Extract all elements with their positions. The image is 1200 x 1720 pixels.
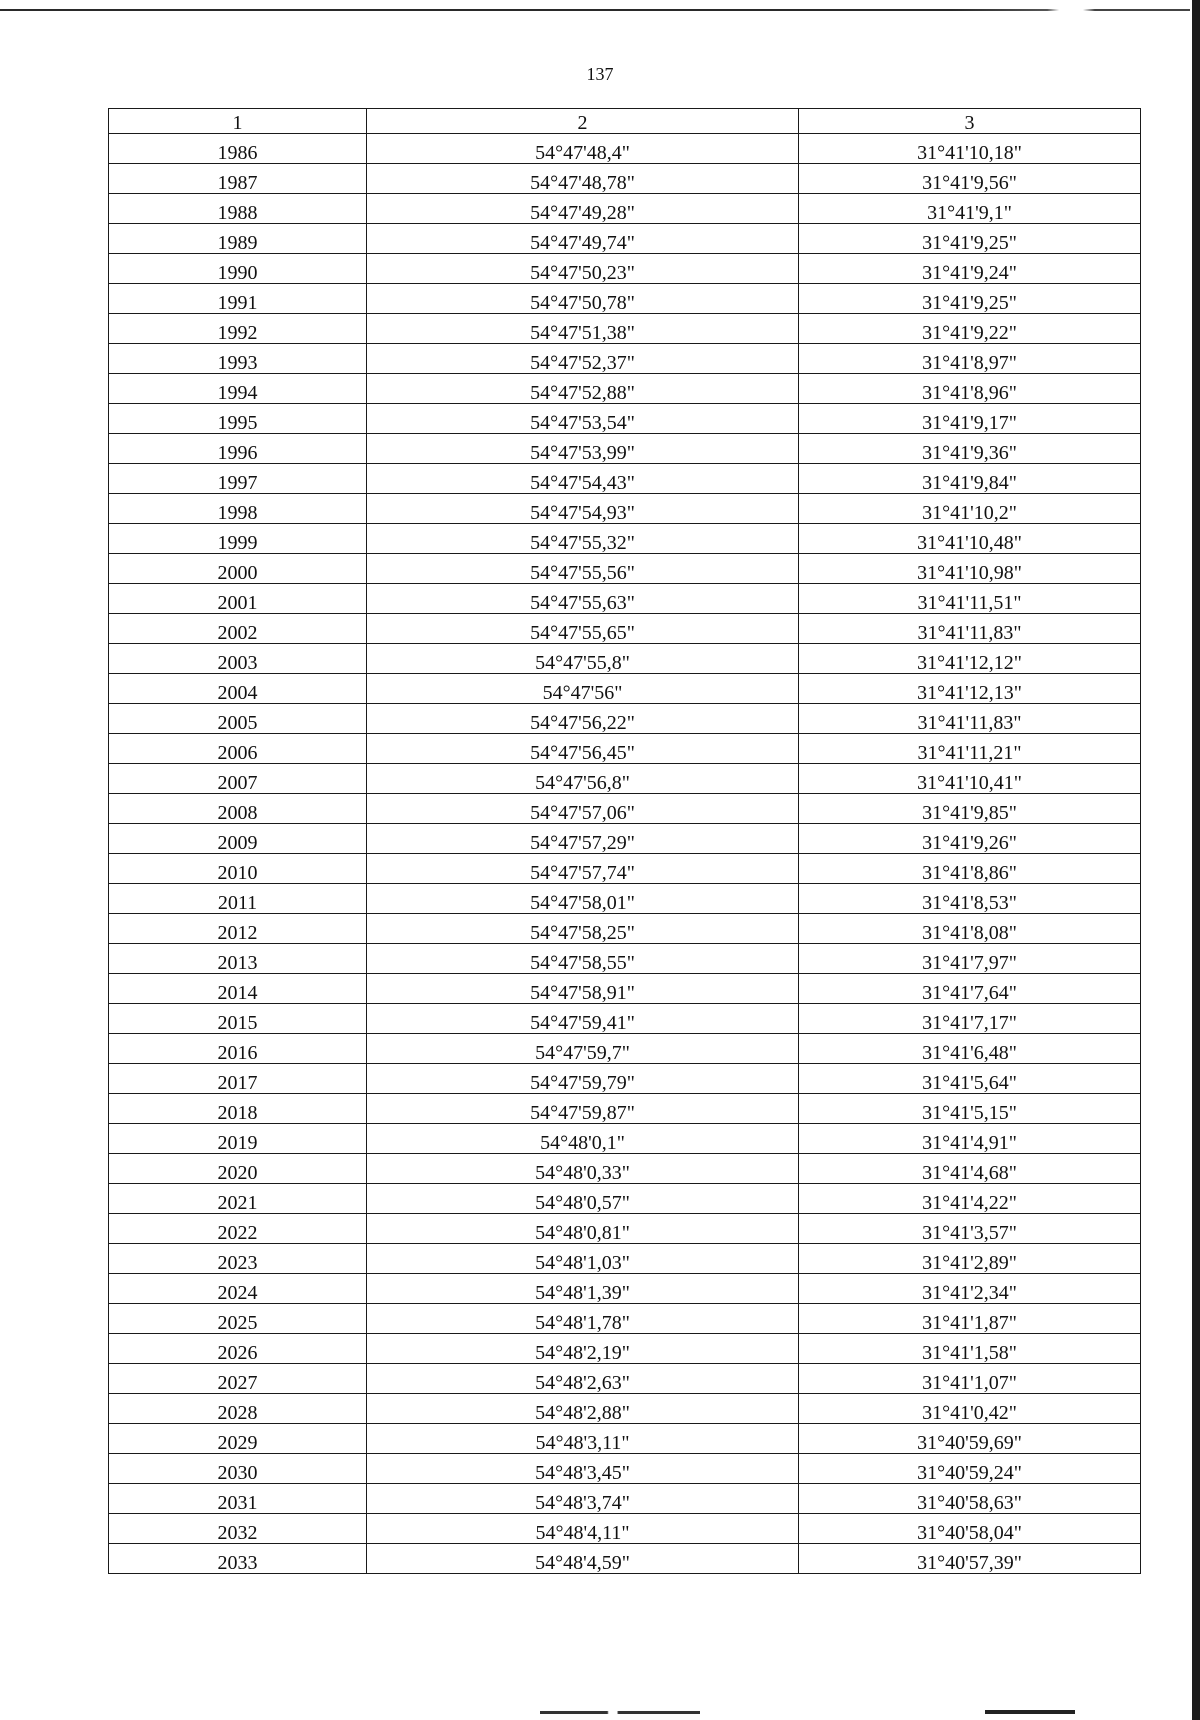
table-row (109, 1514, 1141, 1544)
cell-longitude: 31°40'59,24" (799, 1454, 1141, 1484)
table-row (109, 1244, 1141, 1274)
cell-latitude: 54°48'4,59" (367, 1544, 799, 1574)
table-row (109, 1034, 1141, 1064)
cell-number: 2010 (109, 854, 367, 884)
cell-latitude: 54°47'55,56" (367, 554, 799, 584)
cell-longitude: 31°41'5,15" (799, 1094, 1141, 1124)
table-row (109, 554, 1141, 584)
table-row (109, 314, 1141, 344)
table-body (109, 134, 1141, 1574)
cell-number: 1999 (109, 524, 367, 554)
table-row (109, 1394, 1141, 1424)
cell-latitude: 54°48'0,81" (367, 1214, 799, 1244)
cell-latitude: 54°47'57,74" (367, 854, 799, 884)
cell-number: 2015 (109, 1004, 367, 1034)
cell-latitude: 54°47'56,45" (367, 734, 799, 764)
table-row (109, 584, 1141, 614)
cell-latitude: 54°48'2,63" (367, 1364, 799, 1394)
cell-latitude: 54°47'54,93" (367, 494, 799, 524)
table-row (109, 1454, 1141, 1484)
cell-longitude: 31°41'11,83" (799, 614, 1141, 644)
table-row (109, 1424, 1141, 1454)
cell-longitude: 31°41'9,24" (799, 254, 1141, 284)
table-row (109, 464, 1141, 494)
cell-number: 2008 (109, 794, 367, 824)
cell-number: 1996 (109, 434, 367, 464)
cell-longitude: 31°41'8,97" (799, 344, 1141, 374)
table-row (109, 434, 1141, 464)
cell-number: 1997 (109, 464, 367, 494)
cell-longitude: 31°41'10,48" (799, 524, 1141, 554)
cell-longitude: 31°41'2,89" (799, 1244, 1141, 1274)
cell-longitude: 31°41'4,22" (799, 1184, 1141, 1214)
cell-longitude: 31°41'11,51" (799, 584, 1141, 614)
cell-longitude: 31°41'10,41" (799, 764, 1141, 794)
table-row (109, 404, 1141, 434)
table-row (109, 704, 1141, 734)
cell-longitude: 31°41'7,97" (799, 944, 1141, 974)
table-row (109, 1214, 1141, 1244)
table-row (109, 524, 1141, 554)
cell-number: 2009 (109, 824, 367, 854)
cell-latitude: 54°47'56,8" (367, 764, 799, 794)
cell-latitude: 54°47'59,87" (367, 1094, 799, 1124)
cell-number: 2003 (109, 644, 367, 674)
cell-latitude: 54°47'59,41" (367, 1004, 799, 1034)
cell-longitude: 31°41'1,87" (799, 1304, 1141, 1334)
cell-number: 2014 (109, 974, 367, 1004)
cell-number: 2028 (109, 1394, 367, 1424)
cell-latitude: 54°47'50,78" (367, 284, 799, 314)
cell-number: 2004 (109, 674, 367, 704)
cell-number: 1992 (109, 314, 367, 344)
table-row (109, 674, 1141, 704)
table-row (109, 644, 1141, 674)
cell-latitude: 54°47'48,4" (367, 134, 799, 164)
cell-number: 1987 (109, 164, 367, 194)
cell-number: 2025 (109, 1304, 367, 1334)
cell-number: 1988 (109, 194, 367, 224)
cell-latitude: 54°47'55,65" (367, 614, 799, 644)
cell-number: 1990 (109, 254, 367, 284)
table-row (109, 344, 1141, 374)
cell-longitude: 31°41'9,85" (799, 794, 1141, 824)
table-row (109, 1544, 1141, 1574)
cell-latitude: 54°47'55,63" (367, 584, 799, 614)
page-number: 137 (586, 64, 614, 84)
cell-longitude: 31°40'58,04" (799, 1514, 1141, 1544)
table-row (109, 1004, 1141, 1034)
cell-longitude: 31°41'9,26" (799, 824, 1141, 854)
cell-longitude: 31°41'1,07" (799, 1364, 1141, 1394)
table-row (109, 824, 1141, 854)
scan-top-border (0, 9, 1190, 11)
table-row (109, 224, 1141, 254)
cell-latitude: 54°47'59,7" (367, 1034, 799, 1064)
table-row (109, 944, 1141, 974)
cell-number: 2030 (109, 1454, 367, 1484)
cell-latitude: 54°47'53,99" (367, 434, 799, 464)
cell-number: 1995 (109, 404, 367, 434)
table-row (109, 1364, 1141, 1394)
table-row (109, 494, 1141, 524)
cell-number: 1989 (109, 224, 367, 254)
table-row (109, 134, 1141, 164)
table-row (109, 284, 1141, 314)
table-row (109, 1334, 1141, 1364)
cell-number: 2020 (109, 1154, 367, 1184)
cell-number: 2026 (109, 1334, 367, 1364)
table-row (109, 794, 1141, 824)
cell-number: 2012 (109, 914, 367, 944)
cell-longitude: 31°41'9,56" (799, 164, 1141, 194)
cell-number: 2032 (109, 1514, 367, 1544)
table-row (109, 1064, 1141, 1094)
cell-longitude: 31°40'59,69" (799, 1424, 1141, 1454)
cell-number: 1991 (109, 284, 367, 314)
cell-latitude: 54°48'2,19" (367, 1334, 799, 1364)
cell-latitude: 54°48'1,03" (367, 1244, 799, 1274)
cell-number: 2018 (109, 1094, 367, 1124)
cell-latitude: 54°47'54,43" (367, 464, 799, 494)
cell-latitude: 54°48'3,45" (367, 1454, 799, 1484)
table-header-row (109, 109, 1141, 134)
cell-number: 2016 (109, 1034, 367, 1064)
cell-latitude: 54°48'4,11" (367, 1514, 799, 1544)
cell-latitude: 54°47'49,74" (367, 224, 799, 254)
cell-latitude: 54°48'3,11" (367, 1424, 799, 1454)
cell-longitude: 31°41'9,84" (799, 464, 1141, 494)
cell-longitude: 31°41'8,08" (799, 914, 1141, 944)
cell-number: 2022 (109, 1214, 367, 1244)
cell-number: 1998 (109, 494, 367, 524)
cell-longitude: 31°41'7,64" (799, 974, 1141, 1004)
table-row (109, 734, 1141, 764)
cell-number: 2019 (109, 1124, 367, 1154)
scan-bottom-mark-right (985, 1710, 1075, 1714)
table-row (109, 884, 1141, 914)
cell-longitude: 31°41'12,12" (799, 644, 1141, 674)
cell-longitude: 31°41'11,21" (799, 734, 1141, 764)
cell-number: 2005 (109, 704, 367, 734)
cell-latitude: 54°47'57,06" (367, 794, 799, 824)
cell-latitude: 54°48'1,39" (367, 1274, 799, 1304)
cell-latitude: 54°47'56,22" (367, 704, 799, 734)
cell-longitude: 31°41'0,42" (799, 1394, 1141, 1424)
column-header-3: 3 (799, 109, 1141, 134)
cell-number: 2001 (109, 584, 367, 614)
cell-longitude: 31°41'8,53" (799, 884, 1141, 914)
cell-latitude: 54°47'59,79" (367, 1064, 799, 1094)
cell-number: 1986 (109, 134, 367, 164)
cell-longitude: 31°41'9,22" (799, 314, 1141, 344)
cell-latitude: 54°48'0,57" (367, 1184, 799, 1214)
cell-number: 2031 (109, 1484, 367, 1514)
cell-longitude: 31°40'58,63" (799, 1484, 1141, 1514)
cell-latitude: 54°47'58,01" (367, 884, 799, 914)
cell-number: 2007 (109, 764, 367, 794)
cell-longitude: 31°41'7,17" (799, 1004, 1141, 1034)
cell-latitude: 54°47'56" (367, 674, 799, 704)
cell-number: 2017 (109, 1064, 367, 1094)
cell-latitude: 54°47'55,32" (367, 524, 799, 554)
table-row (109, 1124, 1141, 1154)
cell-latitude: 54°48'0,33" (367, 1154, 799, 1184)
cell-longitude: 31°41'9,1" (799, 194, 1141, 224)
cell-latitude: 54°47'58,55" (367, 944, 799, 974)
cell-number: 2002 (109, 614, 367, 644)
table-row (109, 164, 1141, 194)
cell-latitude: 54°47'52,88" (367, 374, 799, 404)
table-row (109, 1154, 1141, 1184)
scan-right-edge (1192, 0, 1200, 1720)
cell-latitude: 54°47'48,78" (367, 164, 799, 194)
cell-longitude: 31°41'9,36" (799, 434, 1141, 464)
cell-number: 2011 (109, 884, 367, 914)
column-header-1: 1 (109, 109, 367, 134)
cell-number: 2024 (109, 1274, 367, 1304)
cell-number: 2013 (109, 944, 367, 974)
cell-number: 2006 (109, 734, 367, 764)
cell-latitude: 54°47'55,8" (367, 644, 799, 674)
cell-number: 2027 (109, 1364, 367, 1394)
table-row (109, 1094, 1141, 1124)
cell-longitude: 31°41'10,98" (799, 554, 1141, 584)
table-row (109, 374, 1141, 404)
cell-longitude: 31°41'2,34" (799, 1274, 1141, 1304)
table-row (109, 854, 1141, 884)
cell-latitude: 54°48'3,74" (367, 1484, 799, 1514)
cell-longitude: 31°41'8,86" (799, 854, 1141, 884)
table-row (109, 974, 1141, 1004)
cell-number: 2033 (109, 1544, 367, 1574)
cell-latitude: 54°47'49,28" (367, 194, 799, 224)
table-row (109, 1274, 1141, 1304)
cell-longitude: 31°41'10,18" (799, 134, 1141, 164)
cell-number: 2023 (109, 1244, 367, 1274)
cell-longitude: 31°41'8,96" (799, 374, 1141, 404)
cell-longitude: 31°41'3,57" (799, 1214, 1141, 1244)
cell-latitude: 54°47'57,29" (367, 824, 799, 854)
cell-longitude: 31°41'6,48" (799, 1034, 1141, 1064)
cell-latitude: 54°47'58,25" (367, 914, 799, 944)
cell-latitude: 54°48'1,78" (367, 1304, 799, 1334)
cell-longitude: 31°41'4,68" (799, 1154, 1141, 1184)
table-row (109, 1184, 1141, 1214)
cell-latitude: 54°47'52,37" (367, 344, 799, 374)
table-row (109, 194, 1141, 224)
cell-latitude: 54°48'0,1" (367, 1124, 799, 1154)
cell-longitude: 31°41'9,25" (799, 284, 1141, 314)
cell-longitude: 31°41'9,17" (799, 404, 1141, 434)
cell-number: 2029 (109, 1424, 367, 1454)
scan-bottom-mark (540, 1711, 700, 1714)
cell-longitude: 31°41'11,83" (799, 704, 1141, 734)
table-row (109, 1304, 1141, 1334)
cell-number: 2021 (109, 1184, 367, 1214)
cell-longitude: 31°41'1,58" (799, 1334, 1141, 1364)
cell-number: 2000 (109, 554, 367, 584)
table-row (109, 1484, 1141, 1514)
table-row (109, 254, 1141, 284)
cell-longitude: 31°40'57,39" (799, 1544, 1141, 1574)
cell-latitude: 54°47'58,91" (367, 974, 799, 1004)
cell-longitude: 31°41'10,2" (799, 494, 1141, 524)
table-row (109, 614, 1141, 644)
cell-longitude: 31°41'9,25" (799, 224, 1141, 254)
cell-longitude: 31°41'12,13" (799, 674, 1141, 704)
cell-latitude: 54°47'53,54" (367, 404, 799, 434)
cell-latitude: 54°48'2,88" (367, 1394, 799, 1424)
coordinates-table (108, 108, 1141, 1574)
cell-longitude: 31°41'4,91" (799, 1124, 1141, 1154)
cell-latitude: 54°47'51,38" (367, 314, 799, 344)
column-header-2: 2 (367, 109, 799, 134)
table-row (109, 914, 1141, 944)
cell-number: 1994 (109, 374, 367, 404)
table-row (109, 764, 1141, 794)
cell-longitude: 31°41'5,64" (799, 1064, 1141, 1094)
cell-number: 1993 (109, 344, 367, 374)
cell-latitude: 54°47'50,23" (367, 254, 799, 284)
